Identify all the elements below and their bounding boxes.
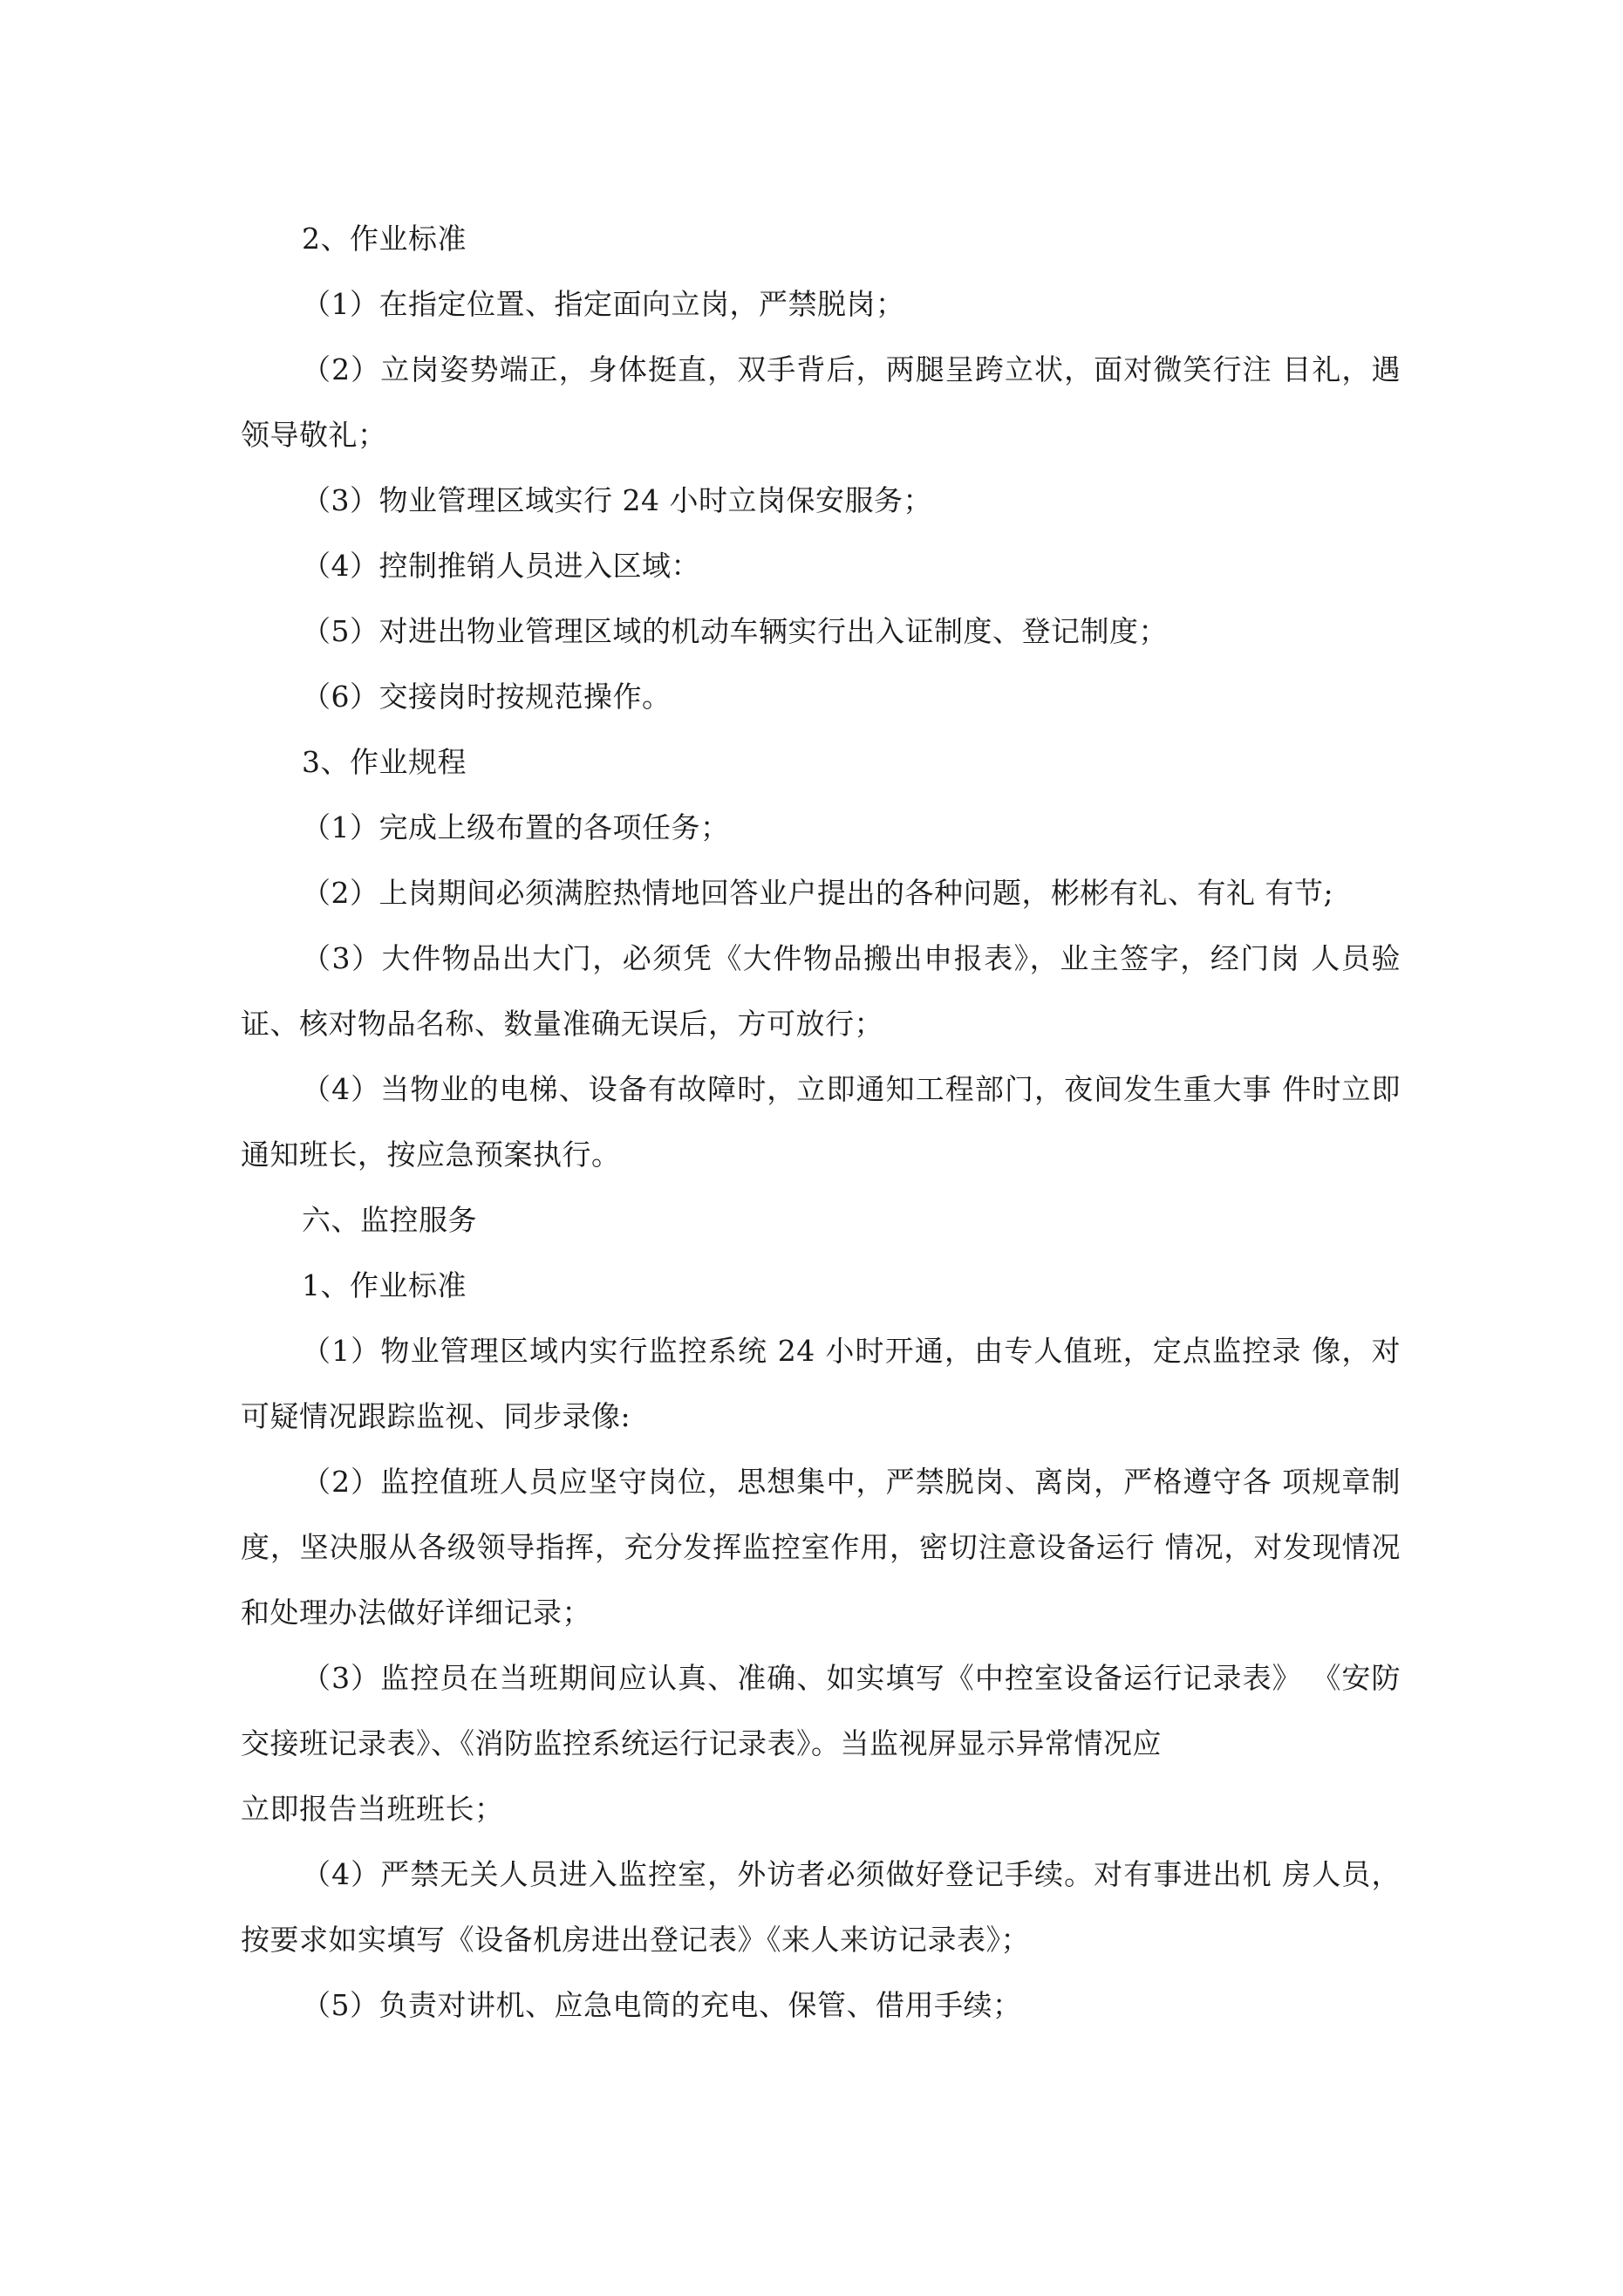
document-page <box>241 206 1401 2038</box>
paragraph: （2）立岗姿势端正，身体挺直，双手背后，两腿呈跨立状，面对微笑行注 目礼，遇领导敬礼； <box>241 352 1401 452</box>
paragraph: （4）控制推销人员进入区域： <box>302 549 700 583</box>
paragraph: （1）在指定位置、指定面向立岗，严禁脱岗； <box>302 287 905 321</box>
paragraph: （2）监控值班人员应坚守岗位，思想集中，严禁脱岗、离岗，严格遵守各 项规章制度，坚决服从各级领导指挥，充分发挥监控室作用，密切注意设备运行 情况，对发现情况和处理办法做好详细记录； <box>241 1465 1401 1630</box>
paragraph: （4）严禁无关人员进入监控室，外访者必须做好登记手续。对有事进出机 房人员，按要求如实填写《设备机房进出登记表》《来人来访记录表》； <box>241 1857 1401 1957</box>
paragraph: （5）对进出物业管理区域的机动车辆实行出入证制度、登记制度； <box>302 614 1168 648</box>
paragraph: （1）物业管理区域内实行监控系统 24 小时开通，由专人值班，定点监控录 像，对可疑情况跟踪监视、同步录像: <box>241 1334 1401 1433</box>
chapter-heading: 六、监控服务 <box>302 1203 477 1237</box>
section-heading: 1、作业标准 <box>302 1268 467 1302</box>
paragraph: （1）完成上级布置的各项任务； <box>302 810 730 844</box>
paragraph: （6）交接岗时按规范操作。 <box>302 680 672 714</box>
paragraph: （3）物业管理区域实行 24 小时立岗保安服务； <box>302 483 932 517</box>
paragraph: （3）大件物品出大门，必须凭《大件物品搬出申报表》，业主签字，经门岗 人员验证、核对物品名称、数量准确无误后，方可放行； <box>241 941 1401 1041</box>
paragraph: （5）负责对讲机、应急电筒的充电、保管、借用手续； <box>302 1988 1022 2022</box>
section-heading: 2、作业标准 <box>302 222 467 256</box>
paragraph-text: （3）监控员在当班期间应认真、准确、如实填写《中控室设备运行记录表》 《安防交接班记录表》、《消防监控系统运行记录表》。当监视屏显示异常情况应 <box>241 1661 1401 1760</box>
paragraph: （4）当物业的电梯、设备有故障时，立即通知工程部门，夜间发生重大事 件时立即通知班长，按应急预案执行。 <box>241 1072 1401 1172</box>
section-heading: 3、作业规程 <box>302 745 467 779</box>
paragraph: （2）上岗期间必须满腔热情地回答业户提出的各种问题，彬彬有礼、有礼 有节; <box>302 876 1334 910</box>
paragraph <box>241 1645 1401 1842</box>
paragraph-continuation: 立即报告当班班长； <box>241 1792 504 1826</box>
